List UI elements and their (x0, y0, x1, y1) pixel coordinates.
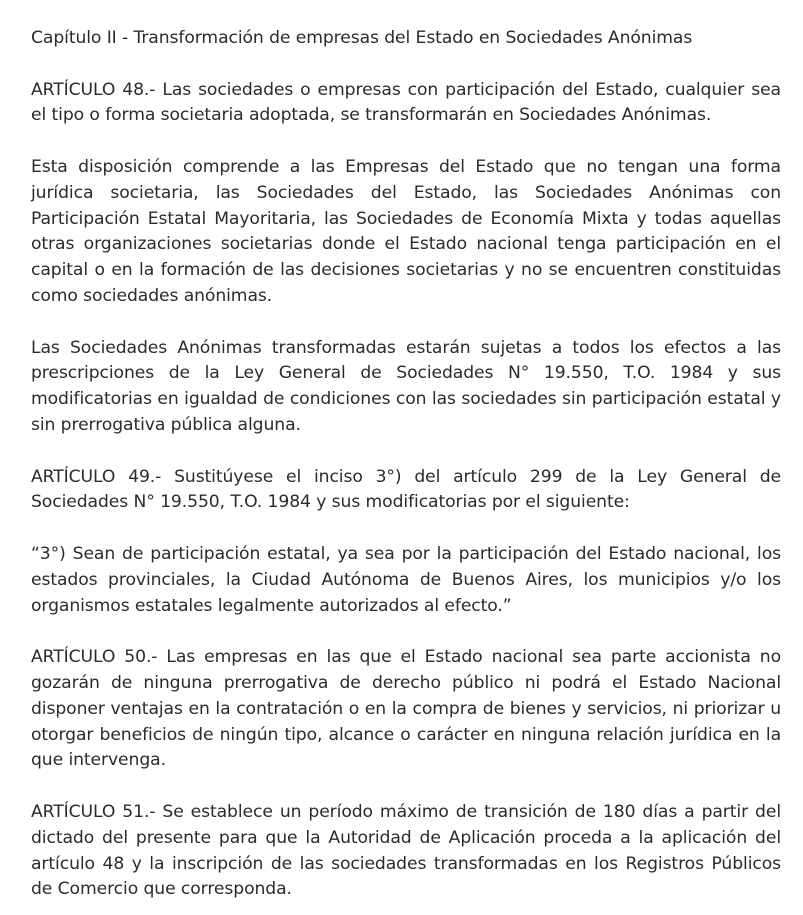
article-48-paragraph: ARTÍCULO 48.- Las sociedades o empresas con participación del Estado, cualquier sea el tipo o forma societaria adoptada, se transformarán en Sociedades Anónimas. (31, 79, 781, 126)
article-48-scope-paragraph: Esta disposición comprende a las Empresas del Estado que no tengan una forma jurídica societaria, las Sociedades del Estado, las Sociedades Anónimas con Participación Estatal Mayoritaria, las Sociedades de Economía Mixta y todas aquellas otras organizaciones societarias donde el Estado nacional tenga participación en el capital o en la formación de las decisiones societarias y no se encuentren constituidas como sociedades anónimas. (31, 156, 781, 306)
document-body (31, 26, 781, 903)
article-49-quote-paragraph: “3°) Sean de participación estatal, ya sea por la participación del Estado nacional, los estados provinciales, la Ciudad Autónoma de Buenos Aires, los municipios y/o los organismos estatales legalmente autorizados al efecto.” (31, 543, 781, 616)
article-51-paragraph: ARTÍCULO 51.- Se establece un período máximo de transición de 180 días a partir del dictado del presente para que la Autoridad de Aplicación proceda a la aplicación del artículo 48 y la inscripción de las sociedades transformadas en los Registros Públicos de Comercio que corresponda. (31, 801, 781, 900)
chapter-heading: Capítulo II - Transformación de empresas del Estado en Sociedades Anónimas (31, 28, 693, 48)
article-49-paragraph: ARTÍCULO 49.- Sustitúyese el inciso 3°) del artículo 299 de la Ley General de Sociedades N° 19.550, T.O. 1984 y sus modificatorias por el siguiente: (31, 466, 781, 513)
article-50-paragraph: ARTÍCULO 50.- Las empresas en las que el Estado nacional sea parte accionista no gozarán de ninguna prerrogativa de derecho público ni podrá el Estado Nacional disponer ventajas en la contratación o en la compra de bienes y servicios, ni priorizar u otorgar beneficios de ningún tipo, alcance o carácter en ninguna relación jurídica en la que intervenga. (31, 647, 781, 771)
article-48-effects-paragraph: Las Sociedades Anónimas transformadas estarán sujetas a todos los efectos a las prescripciones de la Ley General de Sociedades N° 19.550, T.O. 1984 y sus modificatorias en igualdad de condiciones con las sociedades sin participación estatal y sin prerrogativa pública alguna. (31, 337, 781, 435)
